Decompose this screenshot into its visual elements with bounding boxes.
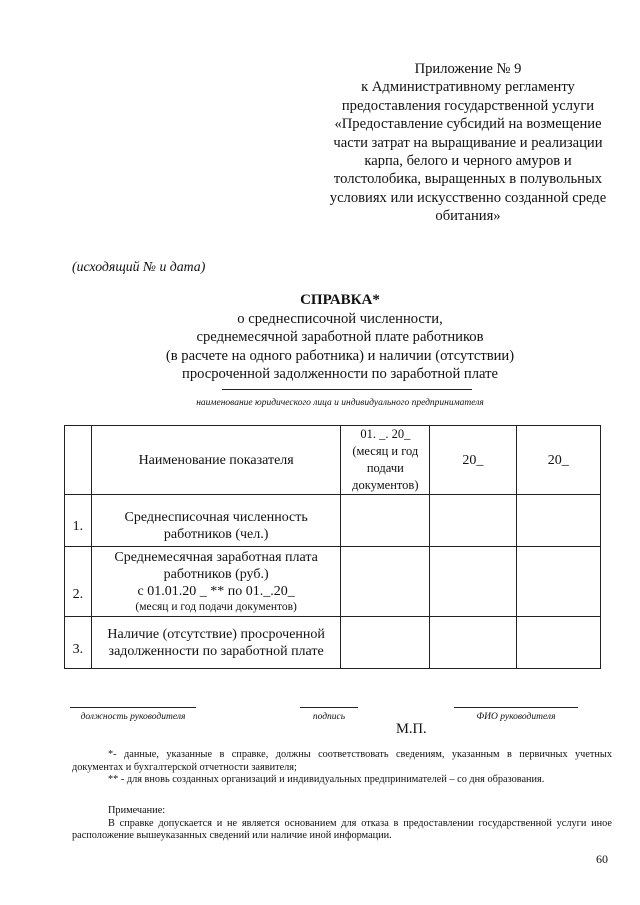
row-value-cell xyxy=(430,617,516,669)
annex-line: карпа, белого и черного амуров и xyxy=(364,153,572,170)
title-line: среднемесячной заработной плате работников xyxy=(196,329,484,346)
header-date-cell xyxy=(341,426,430,495)
annex-line: к Административному регламенту xyxy=(361,79,575,96)
row-value-cell xyxy=(516,495,600,547)
footnote: ** - для вновь созданных организаций и индивидуальных предпринимателей – со дня образования. xyxy=(108,774,545,786)
row-name-line: работников (чел.) xyxy=(163,526,269,542)
header-date-line: подачи xyxy=(366,461,404,475)
row-value-cell xyxy=(341,495,430,547)
row-value-cell xyxy=(341,617,430,669)
position-line xyxy=(70,707,196,708)
note-block xyxy=(72,805,612,843)
annex-line: обитания» xyxy=(435,208,501,225)
page-number: 60 xyxy=(596,852,608,866)
header-year2-cell xyxy=(516,426,600,495)
row-name-line: Среднемесячная заработная плата xyxy=(114,550,318,565)
legal-entity-caption: наименование юридического лица и индивидуального предпринимателя xyxy=(196,398,484,408)
row-value-cell xyxy=(516,617,600,669)
position-caption: должность руководителя xyxy=(80,712,186,722)
header-year1-cell xyxy=(430,426,516,495)
row-num: 1. xyxy=(65,495,92,547)
row-num: 3. xyxy=(65,617,92,669)
annex-line: предоставления государственной услуги xyxy=(341,97,595,114)
row-name-line: задолженности по заработной плате xyxy=(108,643,324,659)
annex-line: «Предоставление субсидий на возмещение xyxy=(334,116,602,133)
row-name-line: Среднесписочная численность xyxy=(124,509,308,525)
table-header-row xyxy=(65,426,601,495)
row-name-line: с 01.01.20 _ ** по 01._.20_ xyxy=(137,584,295,599)
header-date-line: (месяц и год xyxy=(352,444,419,458)
fio-line xyxy=(454,707,578,708)
signature-caption: подпись xyxy=(312,712,346,722)
row-value-cell xyxy=(516,547,600,617)
row-value-cell xyxy=(341,547,430,617)
fio-caption: ФИО руководителя xyxy=(476,712,556,722)
note-text: В справке допускается и не является основанием для отказа в предоставлении государственной услуги иное расположение вышеуказанных сведений или наличие иной информации. xyxy=(72,817,612,842)
row-num: 2. xyxy=(65,547,92,617)
row-value-cell xyxy=(430,547,516,617)
header-name: Наименование показателя xyxy=(138,452,294,468)
title-main: СПРАВКА* xyxy=(300,292,380,308)
header-date-line: 01. _. 20_ xyxy=(360,427,411,441)
table-row xyxy=(65,547,601,617)
row-name-cell xyxy=(91,617,341,669)
row-name-note: (месяц и год подачи документов) xyxy=(135,601,297,613)
table-row xyxy=(65,495,601,547)
title-line: о среднесписочной численности, xyxy=(237,310,443,327)
table-row xyxy=(65,617,601,669)
title-line: просроченной задолженности по заработной плате xyxy=(182,366,498,383)
annex-line: толстолобика, выращенных в полувольных xyxy=(333,171,603,188)
annex-heading xyxy=(318,60,618,226)
annex-line: Приложение № 9 xyxy=(414,61,522,77)
stamp-place: М.П. xyxy=(396,721,427,737)
header-year1: 20_ xyxy=(462,452,484,468)
header-num-cell xyxy=(65,426,92,495)
header-date-line: документов) xyxy=(352,478,419,492)
annex-line: условиях или искусственно созданной среде xyxy=(329,189,607,206)
footnotes xyxy=(72,749,612,787)
row-name-line: работников (руб.) xyxy=(163,567,269,582)
row-name-line: Наличие (отсутствие) просроченной xyxy=(107,626,325,642)
note-heading: Примечание: xyxy=(108,805,166,816)
document-title xyxy=(110,291,570,384)
signature-line xyxy=(300,707,358,708)
annex-line: части затрат на выращивание и реализации xyxy=(333,134,603,151)
header-name-cell xyxy=(91,426,341,495)
title-line: (в расчете на одного работника) и наличии (отсутствии) xyxy=(165,347,515,364)
row-value-cell xyxy=(430,495,516,547)
footnote: *- данные, указанные в справке, должны соответствовать сведениям, указанным в первичных учетных документах и бухгалтерской отчетности заявителя; xyxy=(72,749,612,773)
legal-entity-line xyxy=(222,389,472,390)
row-name-cell xyxy=(91,547,341,617)
header-year2: 20_ xyxy=(547,452,569,468)
outgoing-number-date: (исходящий № и дата) xyxy=(72,259,206,274)
indicators-table xyxy=(64,425,601,669)
row-name-cell xyxy=(91,495,341,547)
